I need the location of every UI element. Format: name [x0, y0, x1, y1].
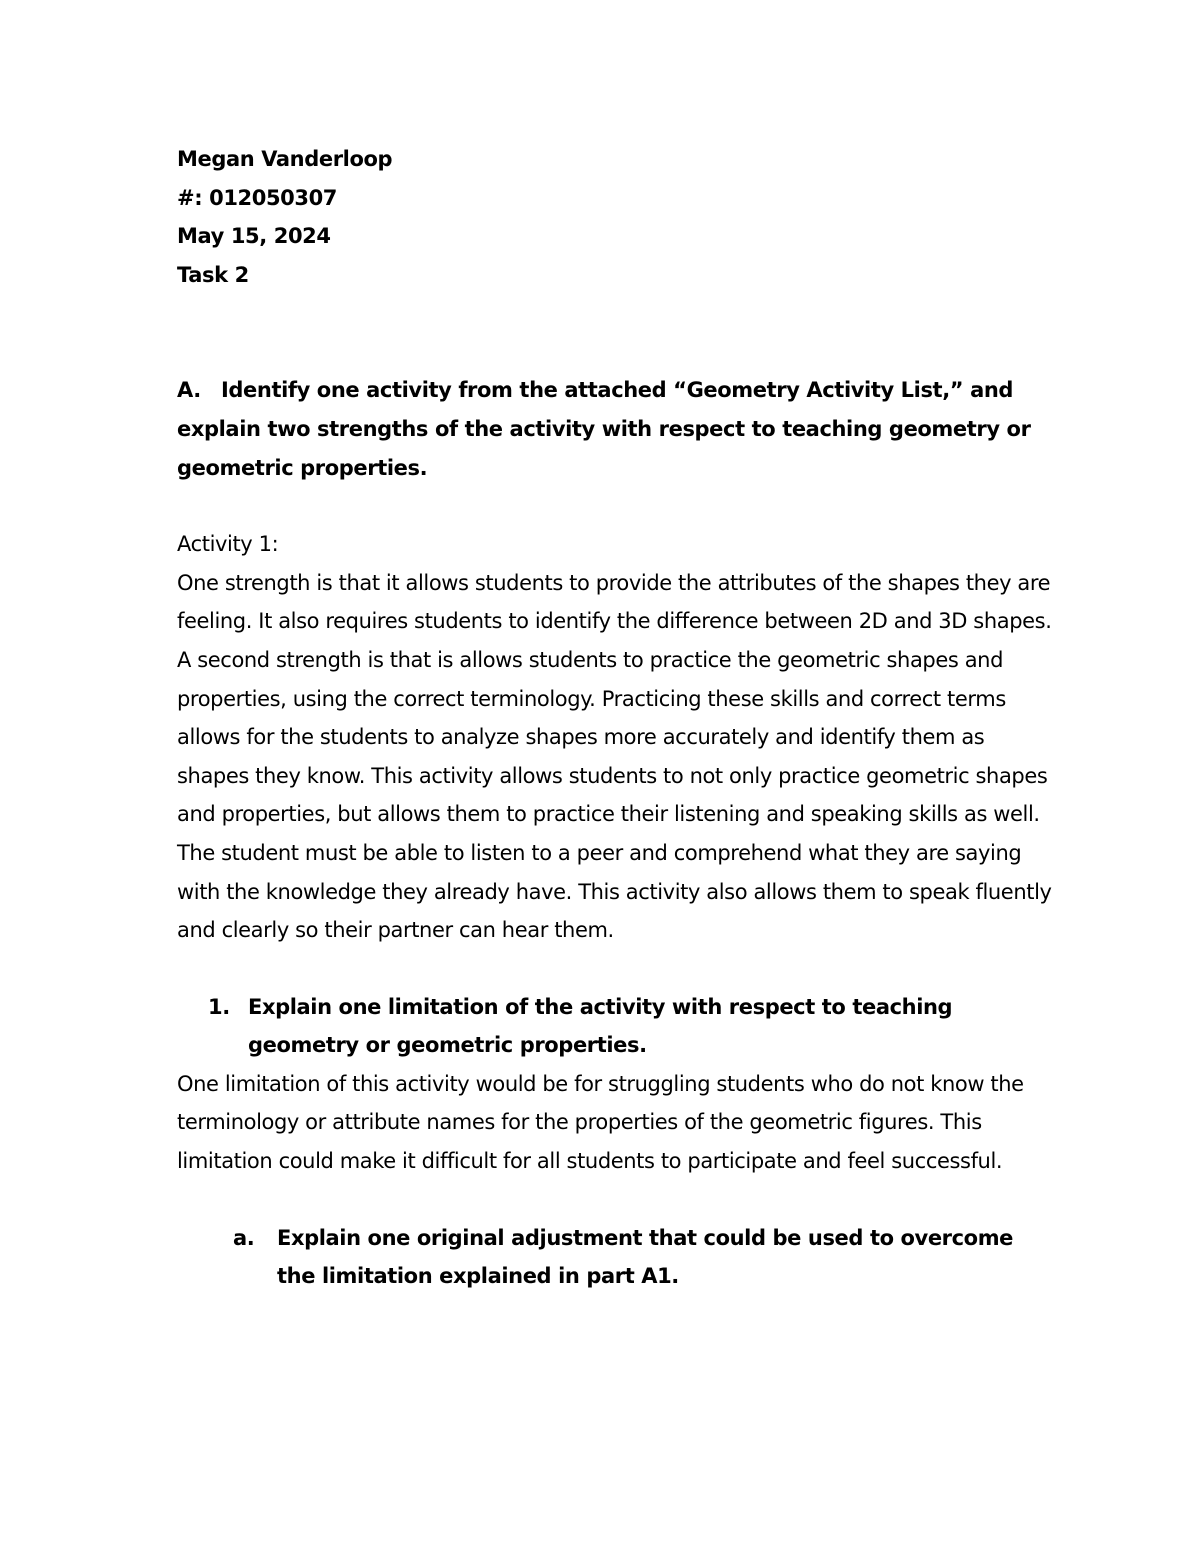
question-1-marker: 1.: [208, 994, 230, 1019]
question-1a-marker: a.: [233, 1225, 255, 1250]
question-a-text-line1: Identify one activity from the attached “Geometry Activity List,” and: [221, 378, 1014, 403]
answer-a-strength-one: One strength is that it allows students to provide the attributes of the shapes they are feeling. It also requires students to identify the difference between 2D and 3D shapes.: [177, 570, 1052, 634]
activity-label: Activity 1:: [177, 532, 279, 557]
answer-1-limitation: One limitation of this activity would be for struggling students who do not know the terminology or attribute names for the properties of the geometric figures. This limitation could make it difficult for all students to participate and feel successful.: [177, 1071, 1024, 1174]
spacer: [177, 294, 1057, 371]
question-1: [208, 988, 1057, 1065]
task-label: Task 2: [177, 262, 249, 287]
document-date: May 15, 2024: [177, 224, 331, 249]
answer-a-strength-two: A second strength is that is allows students to practice the geometric shapes and properties, using the correct terminology. Practicing these skills and correct terms allows for the students to analyze shapes more accurately and identify them as shapes they know. This activity allows students to not only practice geometric shapes and properties, but allows them to practice their listening and speaking skills as well. The student must be able to listen to a peer and comprehend what they are saying with the knowledge they already have. This activity also allows them to speak fluently and clearly so their partner can hear them.: [177, 647, 1052, 943]
header-block: [177, 140, 1057, 294]
spacer: [177, 950, 1057, 988]
student-id: #: 012050307: [177, 185, 338, 210]
question-1a: [233, 1219, 1057, 1296]
question-a-marker: A.: [177, 378, 201, 403]
spacer: [177, 487, 1057, 525]
author-name: Megan Vanderloop: [177, 147, 393, 171]
question-1-text: Explain one limitation of the activity with respect to teaching geometry or geometric properties.: [248, 994, 953, 1058]
question-1a-text: Explain one original adjustment that could be used to overcome the limitation explained in part A1.: [277, 1225, 1014, 1289]
spacer: [177, 1181, 1057, 1219]
question-a-text-rest: explain two strengths of the activity with respect to teaching geometry or geometric properties.: [177, 416, 1031, 480]
document-content: [177, 140, 1057, 1296]
question-a: [177, 371, 1057, 410]
